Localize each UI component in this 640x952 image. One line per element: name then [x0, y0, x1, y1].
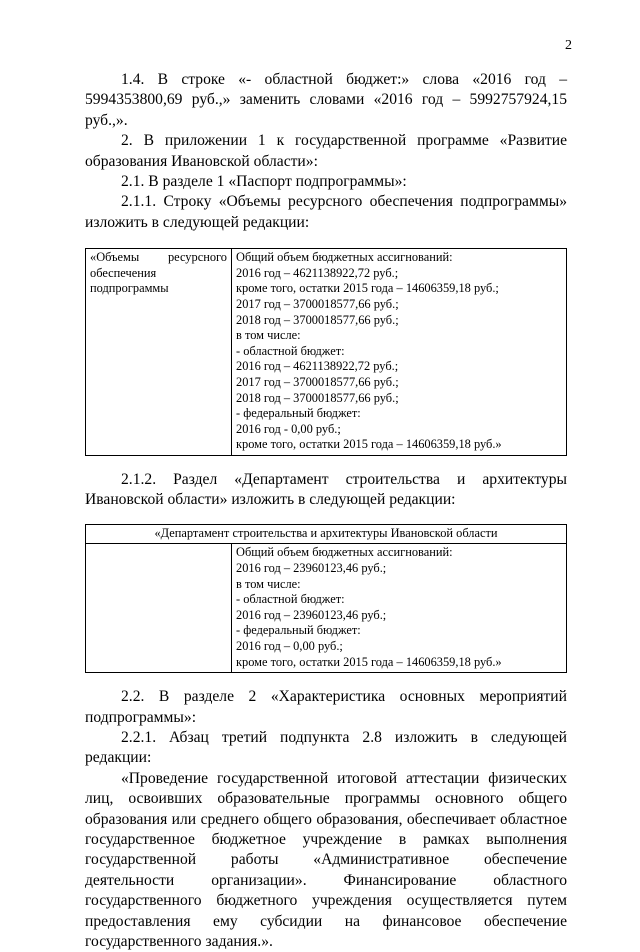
table-line: - областной бюджет: [236, 592, 345, 607]
department-table-empty-cell [86, 544, 232, 673]
table-line: 2016 год – 4621138922,72 руб.; [236, 359, 399, 374]
paragraph-2-2: 2.2. В разделе 2 «Характеристика основных мероприятий подпрограммы»: [85, 688, 567, 726]
table-line: - федеральный бюджет: [236, 406, 361, 421]
table-line: 2018 год – 3700018577,66 руб.; [236, 312, 399, 327]
table-line: кроме того, остатки 2015 года – 14606359,18 руб.» [236, 437, 502, 452]
table-line: 2016 год - 0,00 руб.; [236, 421, 341, 436]
resource-table-label: «Объемы ресурсного обеспечения подпрограммы [86, 249, 232, 456]
table-line: кроме того, остатки 2015 года – 14606359,18 руб.; [236, 281, 499, 296]
paragraph-2: 2. В приложении 1 к государственной программе «Развитие образования Ивановской области»: [85, 132, 567, 170]
table-line: в том числе: [236, 576, 301, 591]
paragraph-2-1: 2.1. В разделе 1 «Паспорт подпрограммы»: [121, 173, 407, 191]
table-line: 2016 год – 23960123,46 руб.; [236, 560, 387, 575]
table-line: в том числе: [236, 328, 301, 343]
resource-table [85, 248, 567, 456]
table-line: 2017 год – 3700018577,66 руб.; [236, 375, 399, 389]
page-number: 2 [565, 38, 572, 53]
table-line: 2016 год – 0,00 руб.; [236, 638, 343, 653]
document-body [85, 70, 567, 952]
table-line: 2017 год – 3700018577,66 руб.; [236, 297, 399, 312]
department-table [85, 524, 567, 673]
department-table-values [232, 544, 567, 673]
paragraph-quote: «Проведение государственной итоговой аттестации физических лиц, освоивших образовательные программы основного общего образования или среднего общего образования, обеспечивает областное государственное бюджетное учреждение в рамках выполнения государственной работы «Административное обеспечение деятельности организации». Финансирование областного государственного бюджетного учреждения осуществляется путем предоставления ему субсидии на финансовое обеспечение государственного задания.». [85, 769, 567, 950]
paragraph-2-1-1: 2.1.1. Строку «Объемы ресурсного обеспечения подпрограммы» изложить в следующей редакции: [85, 193, 567, 231]
table-line: - областной бюджет: [236, 343, 345, 358]
department-table-header: «Департамент строительства и архитектуры Ивановской области [86, 524, 567, 544]
paragraph-1-4: 1.4. В строке «- областной бюджет:» слова «2016 год – 5994353800,69 руб.,» заменить словами «2016 год – 5992757924,15 руб.,». [85, 71, 567, 129]
table-line: 2016 год – 4621138922,72 руб.; [236, 265, 399, 280]
table-line: Общий объем бюджетных ассигнований: [236, 545, 453, 560]
table-line: кроме того, остатки 2015 года – 14606359,18 руб.» [236, 654, 502, 669]
table-line: 2018 год – 3700018577,66 руб.; [236, 390, 399, 405]
resource-table-values [232, 249, 567, 456]
paragraph-2-2-1: 2.2.1. Абзац третий подпункта 2.8 изложить в следующей редакции: [85, 728, 567, 767]
table-line: - федеральный бюджет: [236, 623, 361, 638]
table-line: Общий объем бюджетных ассигнований: [236, 250, 453, 265]
paragraph-2-1-2: 2.1.2. Раздел «Департамент строительства и архитектуры Ивановской области» изложить в следующей редакции: [85, 470, 567, 509]
table-line: 2016 год – 23960123,46 руб.; [236, 607, 387, 622]
